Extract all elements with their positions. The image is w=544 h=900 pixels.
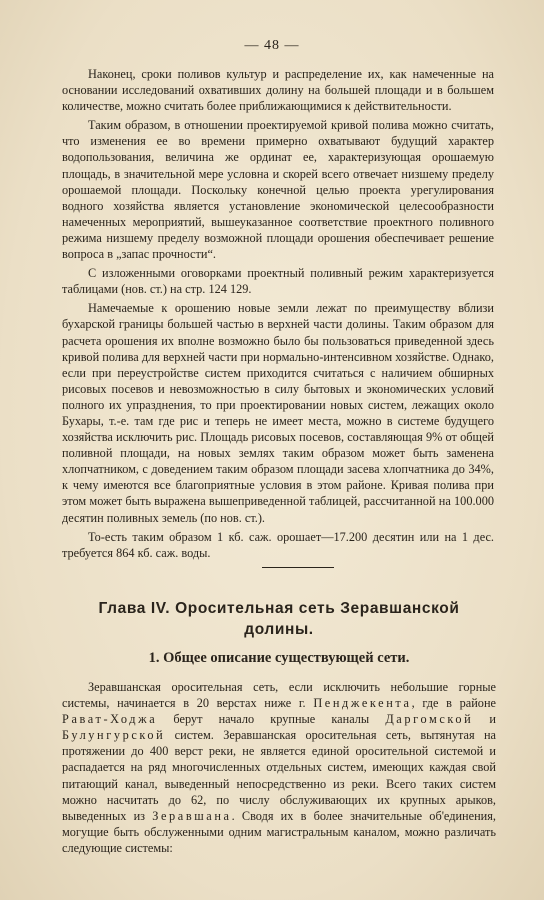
spaced-name-ravat-khodzha: Рават-Ходжа (62, 712, 158, 727)
separator-rule (262, 567, 334, 568)
text-span: Зеравшанская оросительная сеть, если исключить небольшие горные системы, начинается в 20 верстах ниже г. (62, 680, 496, 711)
paragraph-3: С изложенными оговорками проектный поливный режим характеризуется таблицами (нов. ст.) на стр. 124 129. (62, 266, 494, 297)
spaced-name-bulungur: Булунгурской (62, 728, 166, 743)
text-span: берут начало крупные каналы (173, 712, 370, 727)
chapter-title: Глава IV. Оросительная сеть Зеравшанской долины. (98, 600, 460, 638)
paragraph-5: То-есть таким образом 1 кб. саж. орошает—17.200 десятин или на 1 дес. требуется 864 кб. саж. воды. (62, 529, 494, 560)
spaced-name-dargom: Даргомской (385, 712, 474, 727)
paragraph-2: Таким образом, в отношении проектируемой кривой полива можно считать, что изменения ее во времени примерно охватывают будущий характер водопользования, величина же ординат ее, характеризующая орошаемую площадь, в значительной мере условна и скорей всего отвечает низшему пределу орошаемой площади. Поскольку конечной целью проекта урегулирования водного хозяйства является установление экономической целесообразности намеченных мероприятий, вышеуказанное соответствие проектного поливного режима низшему пределу возможной площади орошения обеспечивает решение вопроса в „запас прочности“. (62, 118, 494, 262)
section-paragraph (62, 679, 496, 856)
spaced-name-penjikent: Пенджекента (313, 696, 412, 711)
text-span: и (489, 712, 496, 727)
text-span: . Сводя их в более значительные об'единения, могущие быть обслуженными одним магистральным каналом, можно различать следующие системы: (62, 808, 496, 855)
paragraph-4: Намечаемые к орошению новые земли лежат по преимуществу вблизи бухарской границы большей частью в верхней части долины. Таким образом для расчета орошения их вполне возможно было бы пользоваться приведенной здесь кривой полива для верхней части при нормально-интенсивном хозяйстве. Однако, если при переустройстве систем приходится считаться с наличием обширных рисовых посевов и невозможностью в силу бытовых и экономических условий полного их упразднения, то при проектировании новых систем, лежащих около Бухары, т.-е. там где рис и теперь не имеет места, можно в системе будущего хозяйства исключить рис. Площадь рисовых посевов, составляющая 9% от общей поливной площади, на новых землях таким образом может быть заменена хлопчатником, с доведением таким образом площади засева хлопчатника до 34%, к чему имеются все благоприятные условия в этом районе. Кривая полива при этом может быть выражена вышеприведенной таблицей, рассчитанной на 100.000 десятин поливных земель (по нов. ст.). (62, 301, 494, 525)
spaced-name-zeravshan: Зеравшана (152, 808, 232, 823)
text-span: систем. Зеравшанская оросительная сеть, вытянутая на протяжении до 400 верст реки, не является единой оросительной системой и распадается на ряд многочисленных отдельных систем, имеющих каждая свой питающий канал, выведенный непосредственно из реки. Всего таких систем можно насчитать до 62, по числу обслуживающих их крупных арыков, выведенных из (62, 728, 497, 823)
section-title: 1. Общее описание существующей сети. (148, 650, 410, 666)
text-span: , где в районе (411, 696, 496, 711)
text-block-bottom (62, 679, 496, 859)
text-block-top (62, 66, 494, 564)
paragraph-1: Наконец, сроки поливов культур и распределение их, как намеченные на основании исследований охвативших долину на большей площади и в большем количестве, можно считать более приближающимися к действительности. (62, 67, 494, 114)
page-number: — 48 — (244, 38, 300, 53)
